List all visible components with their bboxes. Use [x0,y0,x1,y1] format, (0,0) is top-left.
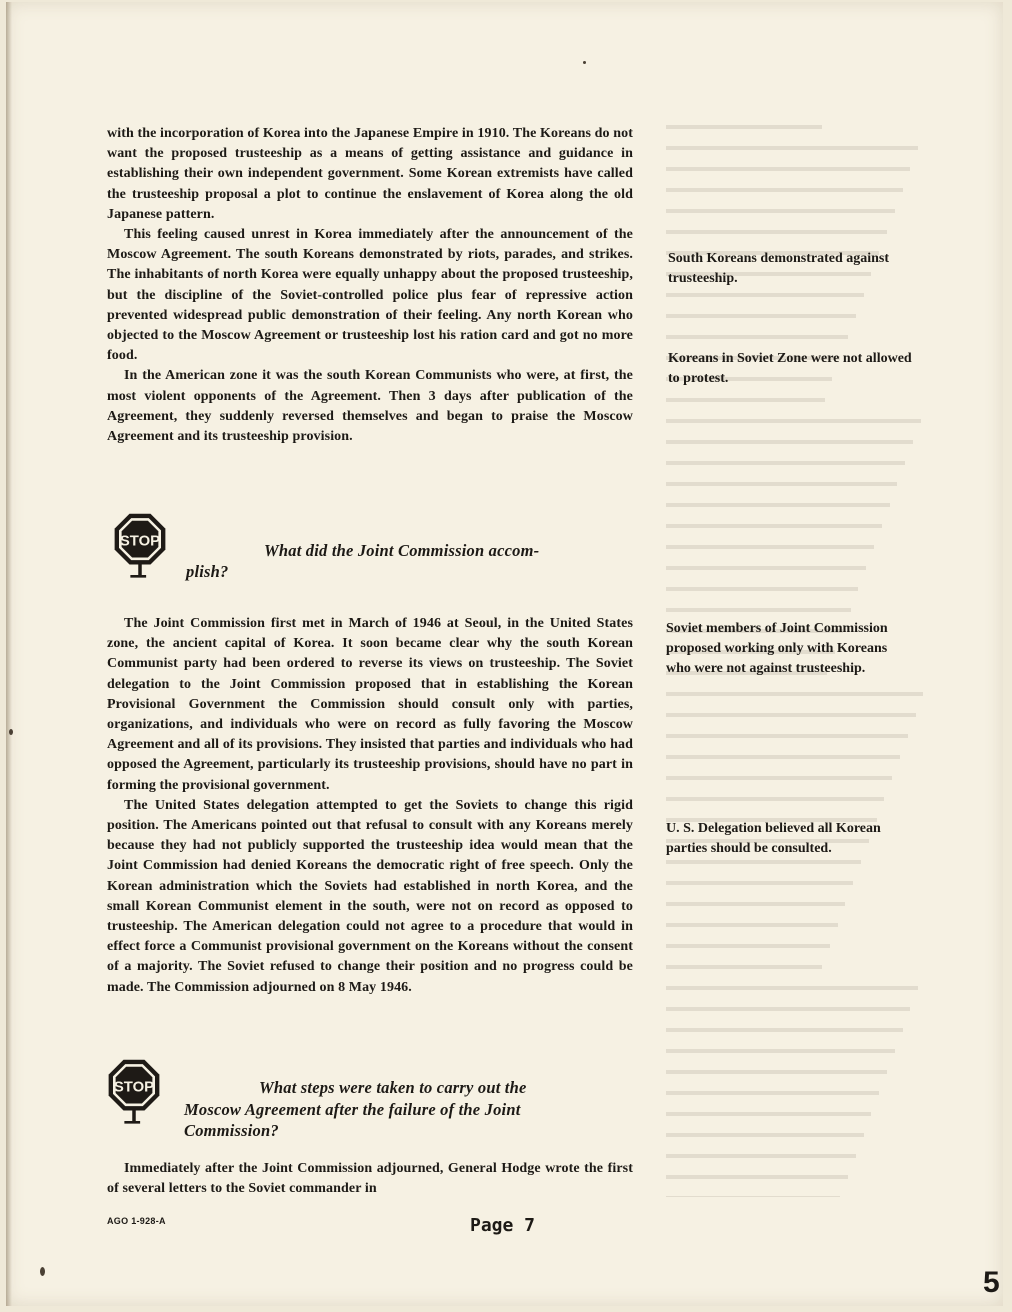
bleed-through-line [666,327,848,348]
margin-note: South Koreans demonstrated against trusteeship. [668,251,890,286]
bleed-through-line [666,1041,895,1062]
bleed-through-line [666,747,900,768]
bleed-through-line [666,516,882,537]
corner-page-number: 5 [983,1266,1000,1299]
bleed-through-line [666,453,905,474]
stop-sign-icon [103,1058,165,1128]
question-heading-line: Commission? [184,1121,279,1140]
bleed-through-line [666,978,918,999]
bleed-through-line [666,1083,879,1104]
bleed-through-line [666,1167,848,1188]
bleed-through-line [666,117,822,138]
bleed-through-line [666,894,845,915]
text-block-3 [107,1159,633,1199]
bleed-through-line [666,180,903,201]
paragraph: The United States delegation attempted to get the Soviets to change this rigid position. The Americans pointed out that refusal to consult with any Koreans merely because they had not publicly supported the trusteeship idea would mean that the Joint Commission had denied Koreans the democratic right of free speech. Only the Korean administration which the Soviets had established in north Korea, and the small Korean Communist element in the south, were not on record as opposed to trusteeship. The American delegation could not agree to a procedure that would in effect force a Communist provisional government on the Koreans without the consent of a majority. The Soviet refused to change their position and no progress could be made. The Commission adjourned on 8 May 1946. [107,797,633,995]
text-block-1 [107,124,633,447]
paragraph: Immediately after the Joint Commission adjourned, General Hodge wrote the first of several letters to the Soviet commander in [107,1161,633,1197]
text-block-2 [107,614,633,998]
bleed-through-line [666,1020,903,1041]
stop-sign-label: STOP [113,1079,155,1096]
bleed-through-line [666,558,866,579]
margin-note: Koreans in Soviet Zone were not allowed to protest. [668,351,912,386]
bleed-through-line [666,684,923,705]
bleed-through-line [666,1125,864,1146]
bleed-through-line [666,873,853,894]
bleed-through-line [666,411,921,432]
bleed-through-line [666,726,908,747]
bleed-through-line [666,474,897,495]
bleed-through-line [666,768,892,789]
speck [40,1267,45,1276]
paragraph: In the American zone it was the south Korean Communists who were, at first, the most violent opponents of the Agreement. Then 3 days after publication of the Agreement, they suddenly reversed themselves and began to praise the Moscow Agreement and its trusteeship provision. [107,368,633,445]
bleed-through-line [666,705,916,726]
bleed-through-line [666,957,822,978]
page-number: Page 7 [470,1215,536,1236]
bleed-through-line [666,537,874,558]
bleed-through-line [666,138,918,159]
speck [9,729,13,735]
bleed-through-line [666,432,913,453]
bleed-through-line [666,600,851,621]
bleed-through-line [666,915,838,936]
bleed-through-line [666,1188,840,1197]
bleed-through-line [666,159,910,180]
speck [583,61,586,64]
margin-note: Soviet members of Joint Commission proposed working only with Koreans who were not against trusteeship. [666,621,888,676]
margin-note: U. S. Delegation believed all Korean parties should be consulted. [666,821,881,856]
question-heading-line: plish? [186,562,229,581]
document-code: AGO 1-928-A [107,1216,166,1226]
bleed-through-line [666,495,890,516]
question-heading-line: What did the Joint Commission accom- [264,541,540,560]
document-page [6,2,1003,1306]
bleed-through-line [666,1104,871,1125]
paragraph: with the incorporation of Korea into the Japanese Empire in 1910. The Koreans do not want the proposed trusteeship as a means of getting assistance and guidance in establishing their own independent government. Some Korean extremists have called the trusteeship proposal a plot to continue the enslavement of Korea along the old Japanese pattern. [107,126,633,222]
stop-sign-icon [109,512,171,582]
bleed-through-line [666,390,825,411]
stop-sign-label: STOP [119,533,161,550]
bleed-through-line [666,201,895,222]
bleed-through-line [666,579,858,600]
paragraph: The Joint Commission first met in March of 1946 at Seoul, in the United States zone, the ancient capital of Korea. It soon became clear why the south Korean Communist party had been ordered to reverse its views on trusteeship. The Soviet delegation to the Joint Commission proposed that in establishing the Korean Provisional Government the Commission should consult only with parties, organizations, and individuals who were on record as fully favoring the Moscow Agreement and all of its provisions. They insisted that parties and individuals who had opposed the Agreement, particularly its trusteeship provisions, should have no part in forming the provisional government. [107,616,633,793]
bleed-through-line [666,936,830,957]
bleed-through-line [666,999,910,1020]
paragraph: This feeling caused unrest in Korea immediately after the announcement of the Moscow Agreement. The south Koreans demonstrated by riots, parades, and strikes. The inhabitants of north Korea were equally unhappy about the proposed trusteeship, but the discipline of the Soviet-controlled police plus fear of repressive action prevented widespread public demonstration of their feeling. Any north Korean who objected to the Moscow Agreement or trusteeship lost his ration card and got no more food. [107,227,633,364]
bleed-through-line [666,306,856,327]
question-heading-line: What steps were taken to carry out the [259,1078,527,1097]
bleed-through-line [666,222,887,243]
bleed-through-line [666,789,884,810]
bleed-through-line [666,1062,887,1083]
bleed-through-line [666,1146,856,1167]
question-heading-line: Moscow Agreement after the failure of the Joint [184,1100,521,1119]
